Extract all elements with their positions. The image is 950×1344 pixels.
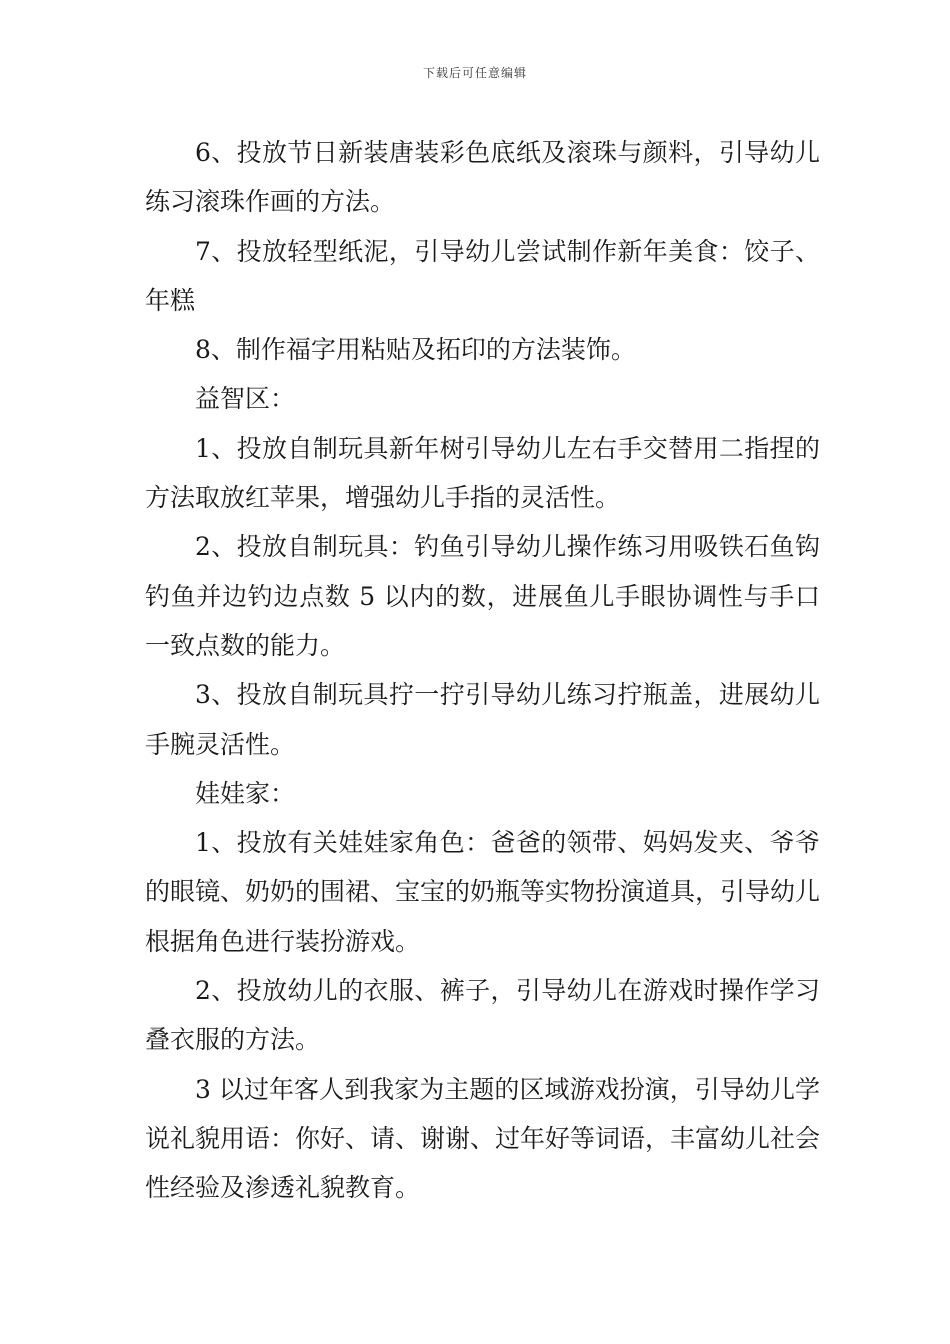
paragraph-puzzle-item-1: 1、投放自制玩具新年树引导幼儿左右手交替用二指捏的方法取放红苹果，增强幼儿手指的灵活性。 <box>145 433 820 513</box>
paragraph-doll-house-item-3: 3 以过年客人到我家为主题的区域游戏扮演，引导幼儿学说礼貌用语：你好、请、谢谢、过年好等词语，丰富幼儿社会性经验及渗透礼貌教育。 <box>145 1074 821 1203</box>
paragraph-art-item-8: 8、制作福字用粘贴及拓印的方法装饰。 <box>195 335 636 365</box>
section-heading-doll-house: 娃娃家： <box>195 778 296 808</box>
paragraph-puzzle-item-2: 2、投放自制玩具：钓鱼引导幼儿操作练习用吸铁石鱼钩钓鱼并边钓边点数 5 以内的数，进展鱼儿手眼协调性与手口一致点数的能力。 <box>145 532 820 660</box>
paragraph-art-item-7: 7、投放轻型纸泥，引导幼儿尝试制作新年美食：饺子、年糕 <box>145 236 820 315</box>
document-body <box>145 128 820 1213</box>
section-heading-puzzle-area: 益智区： <box>195 384 296 414</box>
paragraph-art-item-6: 6、投放节日新装唐装彩色底纸及滚珠与颜料，引导幼儿练习滚珠作画的方法。 <box>145 138 820 217</box>
paragraph-doll-house-item-2: 2、投放幼儿的衣服、裤子，引导幼儿在游戏时操作学习叠衣服的方法。 <box>145 976 820 1055</box>
page-header: 下载后可任意编辑 <box>422 66 527 80</box>
paragraph-puzzle-item-3: 3、投放自制玩具拧一拧引导幼儿练习拧瓶盖，进展幼儿手腕灵活性。 <box>145 680 820 759</box>
paragraph-doll-house-item-1: 1、投放有关娃娃家角色：爸爸的领带、妈妈发夹、爷爷的眼镜、奶奶的围裙、宝宝的奶瓶等实物扮演道具，引导幼儿根据角色进行装扮游戏。 <box>145 828 821 956</box>
